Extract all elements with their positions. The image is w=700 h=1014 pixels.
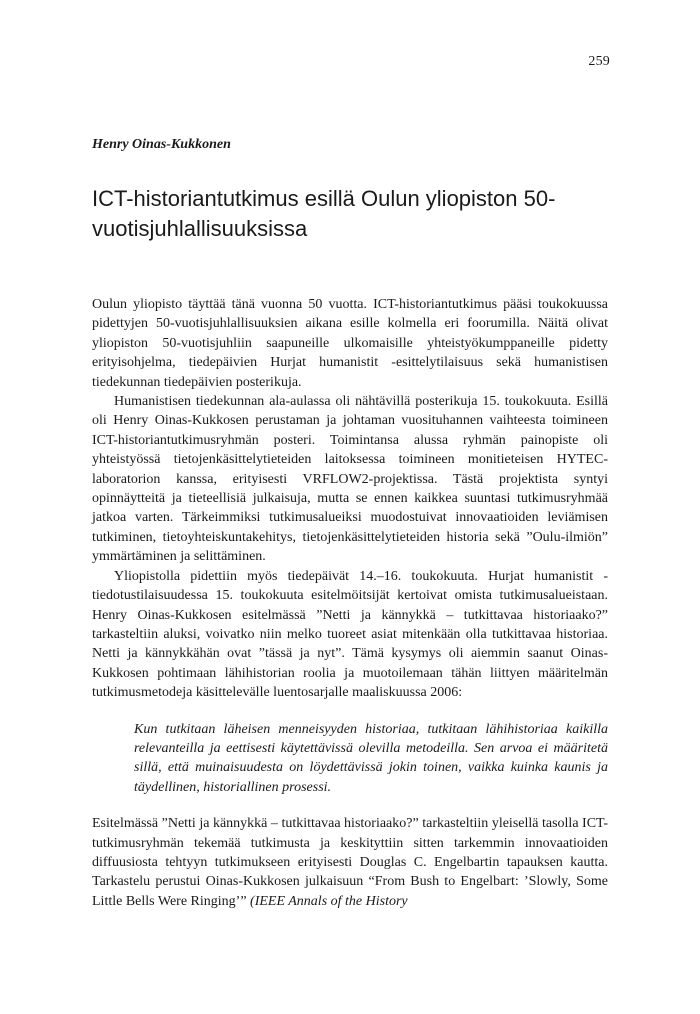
article-body (92, 295, 608, 911)
closing-text: Esitelmässä ”Netti ja kännykkä – tutkittavaa historiaako?” tarkasteltiin yleisellä tasolla ICT-tutkimusryhmän tekemää tutkimusta ja keskityttiin sitten tarkemmin innovaatioiden diffuusiosta tehtyyn tutkimukseen erityisesti Douglas C. Engelbartin tapauksen kautta. Tarkastelu perustui Oinas-Kukkosen julkaisuun “From Bush to Engelbart: ’Slowly, Some Little Bells Were Ringing’” (92, 816, 608, 909)
closing-italic-citation: (IEEE Annals of the History (250, 893, 408, 909)
paragraph-science-days: Yliopistolla pidettiin myös tiedepäivät 14.–16. toukokuuta. Hurjat humanistit -tiedotustilaisuudessa 15. toukokuuta esitelmöitsijät kertoivat omista tutkimusalueistaan. Henry Oinas-Kukkosen esitelmässä ”Netti ja kännykkä – tutkittavaa historiaako?” tarkasteltiin aluksi, voivatko niin melko tuoreet asiat mitenkään olla tutkittavaa historiaa. Netti ja kännykkähän ovat ”tässä ja nyt”. Tämä kysymys oli aiemmin saanut Oinas-Kukkosen pohtimaan lähihistorian roolia ja muotoilemaan tähän liittyen määritelmän tutkimusmetodeja käsittelevälle luentosarjalle maaliskuussa 2006: (92, 568, 608, 701)
page-number: 259 (588, 54, 610, 69)
paragraph-poster: Humanistisen tiedekunnan ala-aulassa oli nähtävillä posterikuja 15. toukokuuta. Esillä oli Henry Oinas-Kukkosen perustaman ja johtaman vuosituhannen vaihteesta toimineen ICT-historiantutkimusryhmän posteri. Toimintansa alussa ryhmän painopiste oli yhteistyössä tietojenkäsittelytieteiden laitoksessa toimineen monitieteisen HYTEC-laboratorion kanssa, erityisesti VRFLOW2-projektissa. Tästä projektista syntyi opinnäytteitä ja tieteellisiä julkaisuja, mutta se ennen kaikkea suuntasi tutkimusryhmää jatkoa varten. Tärkeimmiksi tutkimusalueiksi muodostuivat innovaatioiden leviämisen tutkiminen, tietoyhteiskuntakehitys, tietojenkäsittelytieteiden historia sekä ”Oulu-ilmiön” ymmärtäminen ja selittäminen. (92, 394, 608, 565)
paragraph-closing (92, 814, 608, 911)
article-title: ICT-historiantutkimus esillä Oulun yliopiston 50-vuotisjuhlallisuuksissa (92, 186, 556, 241)
author-name: Henry Oinas-Kukkonen (92, 137, 231, 152)
paragraph-intro: Oulun yliopisto täyttää tänä vuonna 50 vuotta. ICT-historiantutkimus pääsi toukokuussa pidettyjen 50-vuotisjuhlallisuuksien aikana esille kolmella eri foorumilla. Näitä olivat yliopiston 50-vuotisjuhliin saapuneille ulkomaisille yhteistyökumppaneille pidetty erityisohjelma, tiedepäivien Hurjat humanistit -esittelytilaisuus sekä humanistisen tiedekunnan tiedepäivien posterikuja. (92, 297, 608, 390)
block-quote: Kun tutkitaan läheisen menneisyyden historiaa, tutkitaan lähihistoriaa kaikilla relevanteilla ja eettisesti käytettävissä olevilla metodeilla. Sen arvoa ei määritetä sillä, että muinaisuudesta on löydettävissä jokin toinen, vaikka kuinka kaunis ja täydellinen, historiallinen prosessi. (134, 721, 608, 795)
